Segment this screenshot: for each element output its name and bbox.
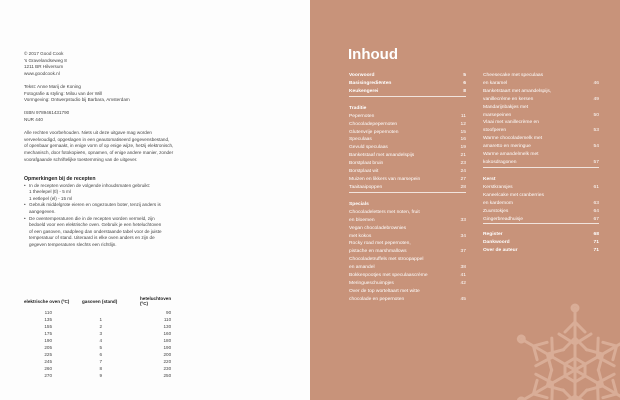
toc-page-number: 12 <box>460 121 466 127</box>
table-cell: 160 <box>163 331 172 336</box>
toc-page-number: 67 <box>593 216 599 222</box>
toc-entry <box>483 151 599 159</box>
toc-entry <box>349 240 466 248</box>
colophon-line: mechanisch, door fotokopieën, opnamen, of enige andere manier, zonder <box>24 149 174 155</box>
toc-entry <box>349 136 466 144</box>
toc-page-number: 42 <box>460 280 466 286</box>
table-cell: 200 <box>163 352 172 357</box>
section-heading: Specials <box>349 201 369 207</box>
toc-entry <box>349 129 466 137</box>
toc-entry-label: Gevuld speculaas <box>349 145 388 151</box>
toc-page-number: 19 <box>460 145 466 151</box>
note-line: 1 theelepel (tl) - 5 ml <box>29 189 71 195</box>
note-item <box>24 216 162 249</box>
toc-entry-label: Over de top worteltaart met witte <box>349 288 420 294</box>
toc-entry <box>483 159 599 168</box>
toc-entry-label: Glutenvrije pepernoten <box>349 129 399 135</box>
toc-page-number: 53 <box>593 128 599 134</box>
toc-entry-label: kokosdragonen <box>483 159 517 165</box>
toc-entry <box>349 233 466 241</box>
table-cell: 110 <box>44 310 52 315</box>
toc-page-number: 38 <box>460 265 466 271</box>
toc-entry <box>349 264 466 272</box>
note-line: gegeven temperaturen slechts een richtlijn. <box>29 241 117 247</box>
colophon-line: Alle rechten voorbehouden. Niets uit deze uitgave mag worden <box>24 130 152 136</box>
table-cell: 110 <box>163 317 172 322</box>
toc-page-number: 45 <box>460 296 466 302</box>
table-cell: 190 <box>44 338 52 343</box>
toc-entry <box>483 96 599 104</box>
colophon-line: Tekst: Anne Marij de Koning <box>24 83 81 89</box>
colophon-line: voorafgaande schriftelijke toestemming van de uitgever. <box>24 156 138 162</box>
toc-page-number: 49 <box>593 96 599 102</box>
colophon-line: Vormgeving: Ontwerpstudio bij Barbara, Amsterdam <box>24 97 130 103</box>
toc-entry-label: Kaneelcake met cranberries <box>483 192 544 198</box>
table-cell: 175 <box>44 331 52 336</box>
toc-entry <box>483 104 599 112</box>
toc-entry <box>483 119 599 127</box>
table-cell: 6 <box>99 352 102 357</box>
table-cell: 9 <box>99 373 102 378</box>
toc-entry-label: Muizen en likkers van marsepein <box>349 176 421 182</box>
table-cell: 1 <box>99 317 102 322</box>
toc-entry-label: Vegan chocoladebrownies <box>349 225 407 231</box>
note-line: 1 eetlepel (el) - 15 ml <box>29 195 73 201</box>
toc-page-number: 23 <box>460 161 466 167</box>
toc-entry <box>483 127 599 135</box>
toc-entry-label: Kerstkransjes <box>483 184 513 190</box>
table-cell: 230 <box>163 366 172 371</box>
toc-column-2 <box>483 72 599 255</box>
toc-entry <box>349 288 466 296</box>
note-item <box>24 183 162 203</box>
toc-entry <box>483 135 599 143</box>
toc-entry-label: vanillecrème en kersen <box>483 96 534 102</box>
table-cell: 4 <box>99 338 102 343</box>
toc-page-number: 5 <box>463 73 466 78</box>
table-header: elektrische oven (ºC) <box>24 298 70 304</box>
toc-entry-label: Over de auteur <box>483 248 518 254</box>
toc-page-number: 28 <box>460 184 466 190</box>
toc-entry-label: Chocoladetruffels met stroopappel <box>349 257 424 263</box>
table-cell: 3 <box>99 331 102 336</box>
toc-page-number: 33 <box>460 217 466 223</box>
toc-entry-label: Bokkenpootjes met speculaascrème <box>349 273 428 279</box>
note-line: aangegeven. <box>29 208 56 214</box>
toc-page-number: 6 <box>463 80 466 86</box>
table-cell: 90 <box>166 310 172 315</box>
toc-page-number: 16 <box>460 137 466 143</box>
toc-page-number: 37 <box>460 249 466 255</box>
toc-page-number: 27 <box>460 176 466 182</box>
toc-entry <box>483 88 599 96</box>
toc-page-number: 68 <box>593 232 599 238</box>
colophon-line: of openbaar gemaakt, in enige vorm of op enige wijze, hetzij elektronisch, <box>24 143 174 149</box>
toc-entry <box>349 88 466 97</box>
toc-entry <box>349 184 466 193</box>
toc-entry <box>349 160 466 168</box>
toc-entry <box>349 296 466 304</box>
toc-entry-label: Basisingrediënten <box>349 80 392 86</box>
snowflake-icon <box>505 300 620 400</box>
toc-entry-label: amaretto en meringue <box>483 144 531 150</box>
toc-entry-label: Borstplaat bruin <box>349 161 384 167</box>
toc-entry-label: en bloemen <box>349 217 375 223</box>
toc-page-number: 15 <box>460 129 466 135</box>
toc-page-number: 63 <box>593 200 599 206</box>
table-cell: 190 <box>163 345 172 350</box>
toc-entry <box>349 144 466 152</box>
toc-entry-label: Gingerbreadhuisje <box>483 216 523 222</box>
table-row <box>24 372 171 379</box>
toc-page-number: 34 <box>460 233 466 239</box>
toc-entry <box>349 225 466 233</box>
colophon-block <box>24 51 173 163</box>
colophon-line <box>24 104 173 111</box>
toc-entry-label: Register <box>483 232 503 238</box>
toc-entry <box>483 239 599 247</box>
table-header: heteluchtoven (ºC) <box>140 296 172 306</box>
toc-entry-label: en karamel <box>483 80 508 86</box>
toc-entry <box>483 231 599 239</box>
table-cell: 245 <box>44 359 52 364</box>
table-cell: 250 <box>163 373 172 378</box>
table-row <box>24 365 171 372</box>
colophon-line: NUR 440 <box>24 116 43 122</box>
toc-page-number: 24 <box>460 169 466 175</box>
toc-page-number: 46 <box>593 80 599 86</box>
table-cell: 7 <box>99 359 102 364</box>
spacer <box>483 224 599 231</box>
toc-entry-label: Banketstaart met amandelspijs, <box>483 88 552 94</box>
section-heading: Kerst <box>483 176 496 182</box>
toc-entry-label: Warme chocolademelk met <box>483 136 543 142</box>
toc-entry-label: Voorwoord <box>349 73 375 78</box>
toc-page-number: 41 <box>460 273 466 279</box>
toc-page-number: 50 <box>593 112 599 118</box>
toc-entry-label: met kokos <box>349 233 372 239</box>
colophon-line: www.goodcook.nl <box>24 70 60 76</box>
table-row <box>24 351 171 358</box>
toc-entry <box>349 248 466 256</box>
table-cell: 180 <box>163 338 172 343</box>
note-line: • De oventemperaturen die in de recepten worden vermeld, zijn <box>29 215 155 221</box>
toc-entry-label: Speculaas <box>349 137 372 143</box>
table-cell: 225 <box>44 352 52 357</box>
note-item <box>24 202 162 215</box>
toc-page-number: 71 <box>593 240 599 246</box>
toc-entry <box>483 112 599 120</box>
toc-entry-label: marsepeinen <box>483 112 512 118</box>
table-cell: 135 <box>44 317 52 322</box>
toc-entry-label: Banketstaaf met amandelspijs <box>349 153 415 159</box>
toc-entry <box>349 176 466 184</box>
table-row <box>24 344 171 351</box>
colophon-line: © 2017 Good Cook <box>24 51 64 56</box>
toc-entry <box>349 121 466 129</box>
table-cell: 155 <box>44 324 52 329</box>
table-row <box>24 323 171 330</box>
colophon-line: 1211 BR Hilversum <box>24 64 64 70</box>
toc-entry <box>349 280 466 288</box>
table-cell: 5 <box>99 345 102 350</box>
toc-entry <box>349 152 466 160</box>
toc-entry-label: Vlaai met vanillecrème en <box>483 120 539 126</box>
note-line: temperatuur of stand. Uiteraard is elke oven anders en zijn de <box>29 235 155 241</box>
toc-entry-label: Taaitaaipoppen <box>349 184 383 190</box>
table-row <box>24 316 171 323</box>
toc-entry <box>349 168 466 176</box>
toc-entry-label: chocolade en pepernoten <box>349 296 405 302</box>
table-cell: 270 <box>44 373 52 378</box>
note-line: bedoeld voor een elektrische oven. Gebruik je een heteluchtoven <box>29 222 162 228</box>
colophon-line: ISBN 9789461431790 <box>24 110 70 116</box>
toc-entry <box>483 184 599 192</box>
toc-entry <box>349 209 466 217</box>
toc-page-number: 57 <box>593 159 599 165</box>
colophon-line: verveelvoudigd, opgeslagen in een geautomatiseerd gegevensbestand, <box>24 136 170 142</box>
spacer <box>349 97 466 104</box>
table-cell: 8 <box>99 366 102 371</box>
note-line: • In de recepten worden de volgende inhoudsmaten gebruikt: <box>29 182 151 188</box>
toc-entry-label: Zuurstokjes <box>483 208 509 214</box>
toc-entry <box>483 192 599 200</box>
toc-page-number: 21 <box>460 153 466 159</box>
toc-entry <box>483 143 599 151</box>
toc-entry-label: pistache en marshmallows <box>349 249 407 255</box>
colophon-line <box>24 77 173 84</box>
notes-list <box>24 183 162 249</box>
table-cell: 130 <box>163 324 172 329</box>
colophon-line: 's Gravelandseweg 8 <box>24 57 67 63</box>
toc-entry-label: en amandel <box>349 265 375 271</box>
toc-page-number: 61 <box>593 184 599 190</box>
toc-entry-label: Meringueschuimpjes <box>349 280 394 286</box>
toc-entry <box>349 80 466 88</box>
notes-heading: Opmerkingen bij de recepten <box>24 176 96 182</box>
toc-entry <box>483 247 599 255</box>
table-cell: 205 <box>44 345 52 350</box>
toc-page-number: 71 <box>593 248 599 254</box>
colophon-line: Fotografie & styling: Milou van der Will <box>24 90 103 96</box>
toc-entry <box>349 272 466 280</box>
toc-entry <box>483 72 599 80</box>
table-cell: 260 <box>44 366 52 371</box>
toc-entry <box>483 216 599 225</box>
note-line: of een gasoven, raadpleeg dan onderstaande tabel voor de juiste <box>29 228 162 234</box>
toc-page-number: 64 <box>593 208 599 214</box>
toc-entry-label: Chocoladepepernoten <box>349 121 398 127</box>
table-row <box>24 330 171 337</box>
table-row <box>24 337 171 344</box>
toc-entry-label: Cheesecake met speculaas <box>483 73 544 78</box>
toc-entry <box>349 113 466 121</box>
toc-entry <box>349 256 466 264</box>
colophon-line <box>24 124 173 131</box>
toc-entry <box>483 200 599 208</box>
table-cell: 2 <box>99 324 102 329</box>
toc-entry-label: Chocoladeletters met noten, fruit <box>349 209 420 215</box>
recipe-notes <box>24 176 162 249</box>
toc-entry-label: Warme amandelmelk met <box>483 152 539 158</box>
page-title: Inhoud <box>348 46 398 63</box>
section-heading: Traditie <box>349 105 367 111</box>
toc-entry-label: Dankwoord <box>483 240 510 246</box>
toc-entry-label: en kardemom <box>483 200 513 206</box>
toc-page-number: 54 <box>593 144 599 150</box>
table-cell: 220 <box>163 359 172 364</box>
toc-column-1 <box>349 72 466 304</box>
toc-entry <box>483 80 599 88</box>
toc-entry <box>483 208 599 216</box>
toc-entry-label: Keukengerei <box>349 88 379 94</box>
toc-page-number: 8 <box>463 88 466 94</box>
toc-entry-label: Mandarijnbakjes met <box>483 104 529 110</box>
toc-entry-label: Borstplaat wit <box>349 169 379 175</box>
note-line: • Gebruik middelgrote eieren en ongezouten boter, tenzij anders is <box>29 202 161 208</box>
oven-temperature-table <box>24 296 171 379</box>
table-row <box>24 309 171 316</box>
table-cell <box>82 309 140 316</box>
toc-entry <box>349 72 466 80</box>
spacer <box>483 168 599 175</box>
toc-entry-label: Rocky road met pepernoten, <box>349 241 411 247</box>
toc-page-number: 11 <box>460 113 466 119</box>
table-row <box>24 358 171 365</box>
toc-entry-label: stoofperen <box>483 128 507 134</box>
toc-entry <box>349 217 466 225</box>
spacer <box>349 193 466 200</box>
toc-entry-label: Pepernoten <box>349 113 375 119</box>
table-header: gasoven (stand) <box>82 298 118 304</box>
